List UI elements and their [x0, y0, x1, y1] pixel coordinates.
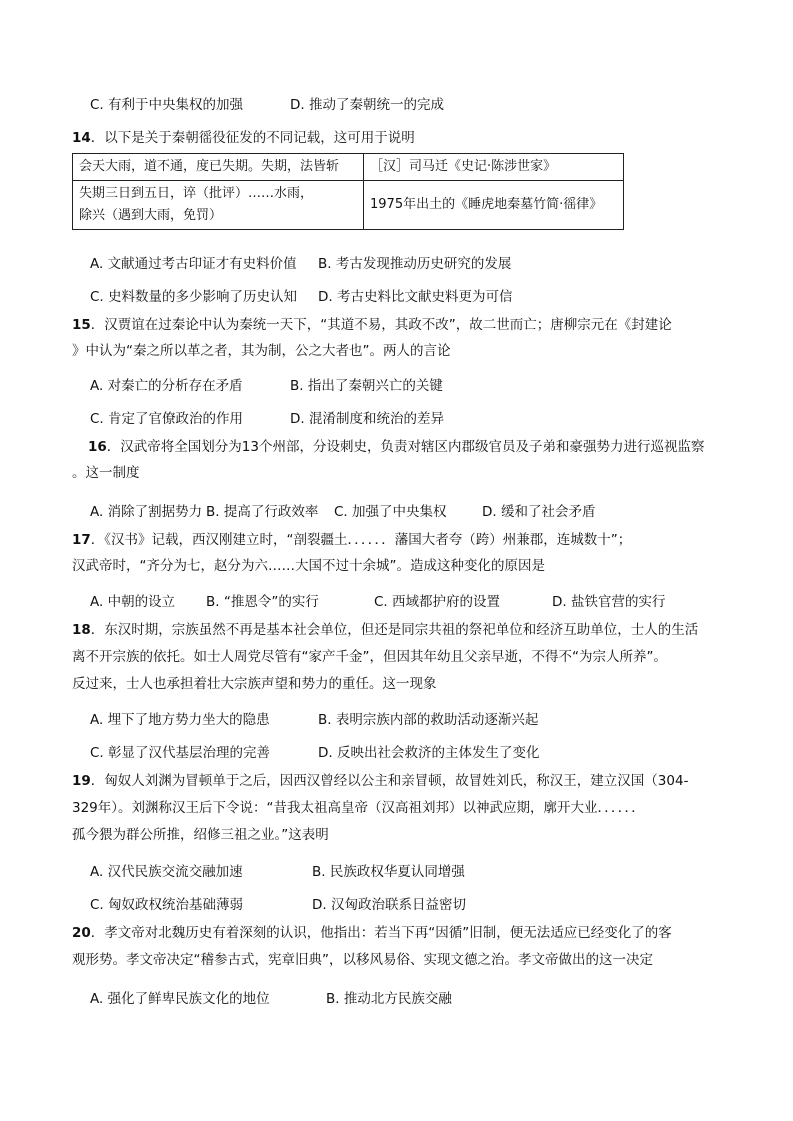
q17-option-d: D. 盐铁官营的实行	[552, 594, 666, 610]
q17-number: 17	[72, 532, 91, 548]
q18-option-a: A. 埋下了地方势力坐大的隐患	[90, 712, 270, 728]
q15-line1-text: 汉贾谊在过秦论中认为秦统一天下，“其道不易，其政不改”，故二世而亡；唐柳宗元在《封建论	[104, 317, 672, 333]
q19-stem-line2: 329年）。刘渊称汉王后下令说：“昔我太祖高皇帝（汉高祖刘邦）以神武应期，廓开大业．．．．．．	[72, 800, 645, 816]
q17-dot: ．	[90, 532, 105, 548]
q20-option-a: A. 强化了鲜卑民族文化的地位	[90, 991, 270, 1007]
table-cell-text-line2: 除兴（遇到大雨，免罚）	[79, 208, 223, 223]
q13-option-c: C. 有利于中央集权的加强	[90, 97, 244, 113]
q20-stem-line1	[72, 923, 672, 943]
table-cell-text-line1: 失期三日到五日，谇（批评）……水雨，	[79, 186, 314, 201]
q14-stem-text: 以下是关于秦朝徭役征发的不同记载，这可用于说明	[104, 130, 415, 146]
q19-dot: ．	[90, 773, 105, 789]
q15-stem-line2: 》中认为“秦之所以革之者，其为制，公之大者也”。两人的言论	[72, 343, 451, 359]
q17-stem-line2: 汉武帝时，“齐分为七，赵分为六……大国不过十余城”。造成这种变化的原因是	[72, 558, 545, 574]
q15-option-d: D. 混淆制度和统治的差异	[290, 411, 444, 427]
q17-option-b: B. “推恩令”的实行	[206, 594, 319, 610]
q13-option-d: D. 推动了秦朝统一的完成	[290, 97, 444, 113]
q19-stem-line3: 孤今猥为群公所推，绍修三祖之业。”这表明	[72, 827, 329, 843]
q14-stem	[72, 128, 415, 148]
q16-number: 16	[88, 439, 107, 455]
q20-number: 20	[72, 925, 91, 941]
q19-option-a: A. 汉代民族交流交融加速	[90, 864, 243, 880]
q15-option-a: A. 对秦亡的分析存在矛盾	[90, 378, 243, 394]
q16-line1-text: 汉武帝将全国划分为13个州部，分设刺史，负责对辖区内郡级官员及子弟和豪强势力进行巡视监察	[120, 439, 705, 455]
q14-option-d: D. 考古史料比文献史料更为可信	[318, 289, 513, 305]
table-row	[73, 181, 624, 230]
q19-option-b: B. 民族政权华夏认同增强	[312, 864, 465, 880]
q18-stem-line1	[72, 620, 698, 640]
q15-dot: ．	[90, 317, 105, 333]
q16-option-a: A. 消除了割据势力	[90, 504, 203, 520]
q18-stem-line3: 反过来，士人也承担着壮大宗族声望和势力的重任。这一现象	[72, 676, 437, 692]
q19-line1-text: 匈奴人刘渊为冒顿单于之后，因西汉曾经以公主和亲冒顿，故冒姓刘氏，称汉王，建立汉国（304-	[104, 773, 689, 789]
q14-source-table	[72, 153, 624, 230]
q14-number: 14	[72, 130, 91, 146]
q16-option-d: D. 缓和了社会矛盾	[482, 504, 596, 520]
q18-option-d: D. 反映出社会救济的主体发生了变化	[318, 745, 540, 761]
q15-stem-line1	[72, 315, 672, 335]
q14-option-b: B. 考古发现推动历史研究的发展	[318, 256, 512, 272]
q14-option-a: A. 文献通过考古印证才有史料价值	[90, 256, 297, 272]
table-row	[73, 154, 624, 181]
table-cell-source: 1975年出土的《睡虎地秦墓竹简·徭律》	[364, 181, 624, 230]
q20-dot: ．	[90, 925, 105, 941]
q16-option-c: C. 加强了中央集权	[334, 504, 447, 520]
q20-line1-text: 孝文帝对北魏历史有着深刻的认识，他指出：若当下再“因循”旧制，便无法适应已经变化了的客	[104, 925, 672, 941]
q16-dot: ．	[106, 439, 121, 455]
q20-option-b: B. 推动北方民族交融	[326, 991, 452, 1007]
q16-stem-line2: 。这一制度	[72, 465, 140, 481]
q18-option-c: C. 彰显了汉代基层治理的完善	[90, 745, 271, 761]
q14-dot: ．	[90, 130, 105, 146]
q18-dot: ．	[90, 622, 105, 638]
q15-number: 15	[72, 317, 91, 333]
q18-number: 18	[72, 622, 91, 638]
q16-option-b: B. 提高了行政效率	[206, 504, 319, 520]
q18-line1-text: 东汉时期，宗族虽然不再是基本社会单位，但还是同宗共祖的祭祀单位和经济互助单位，士人的生活	[104, 622, 699, 638]
q19-number: 19	[72, 773, 91, 789]
q17-option-a: A. 中朝的设立	[90, 594, 176, 610]
q15-option-c: C. 肯定了官僚政治的作用	[90, 411, 244, 427]
q16-stem-line1	[88, 437, 704, 457]
q18-option-b: B. 表明宗族内部的救助活动逐渐兴起	[318, 712, 539, 728]
q20-stem-line2: 观形势。孝文帝决定“稽参古式，宪章旧典”，以移风易俗、实现文德之治。孝文帝做出的这一决定	[72, 952, 653, 968]
q18-stem-line2: 离不开宗族的依托。如士人周党尽管有“家产千金”，但因其年幼且父亲早逝，不得不“为宗人所养”。	[72, 649, 667, 665]
table-cell-text	[73, 181, 364, 230]
table-cell-text: 会天大雨，道不通，度已失期。失期，法皆斩	[73, 154, 364, 181]
q17-stem-line1	[72, 530, 631, 550]
q17-line1-text: 《汉书》记载，西汉刚建立时，“剖裂疆土．．．．．．藩国大者夸（跨）州兼郡，连城数十”；	[104, 532, 632, 548]
q19-option-c: C. 匈奴政权统治基础薄弱	[90, 897, 244, 913]
q19-stem-line1	[72, 771, 688, 791]
q17-option-c: C. 西域都护府的设置	[374, 594, 501, 610]
q15-option-b: B. 指出了秦朝兴亡的关键	[290, 378, 443, 394]
q19-option-d: D. 汉匈政治联系日益密切	[312, 897, 466, 913]
q14-option-c: C. 史料数量的多少影响了历史认知	[90, 289, 298, 305]
table-cell-source: ［汉］司马迁《史记·陈涉世家》	[364, 154, 624, 181]
